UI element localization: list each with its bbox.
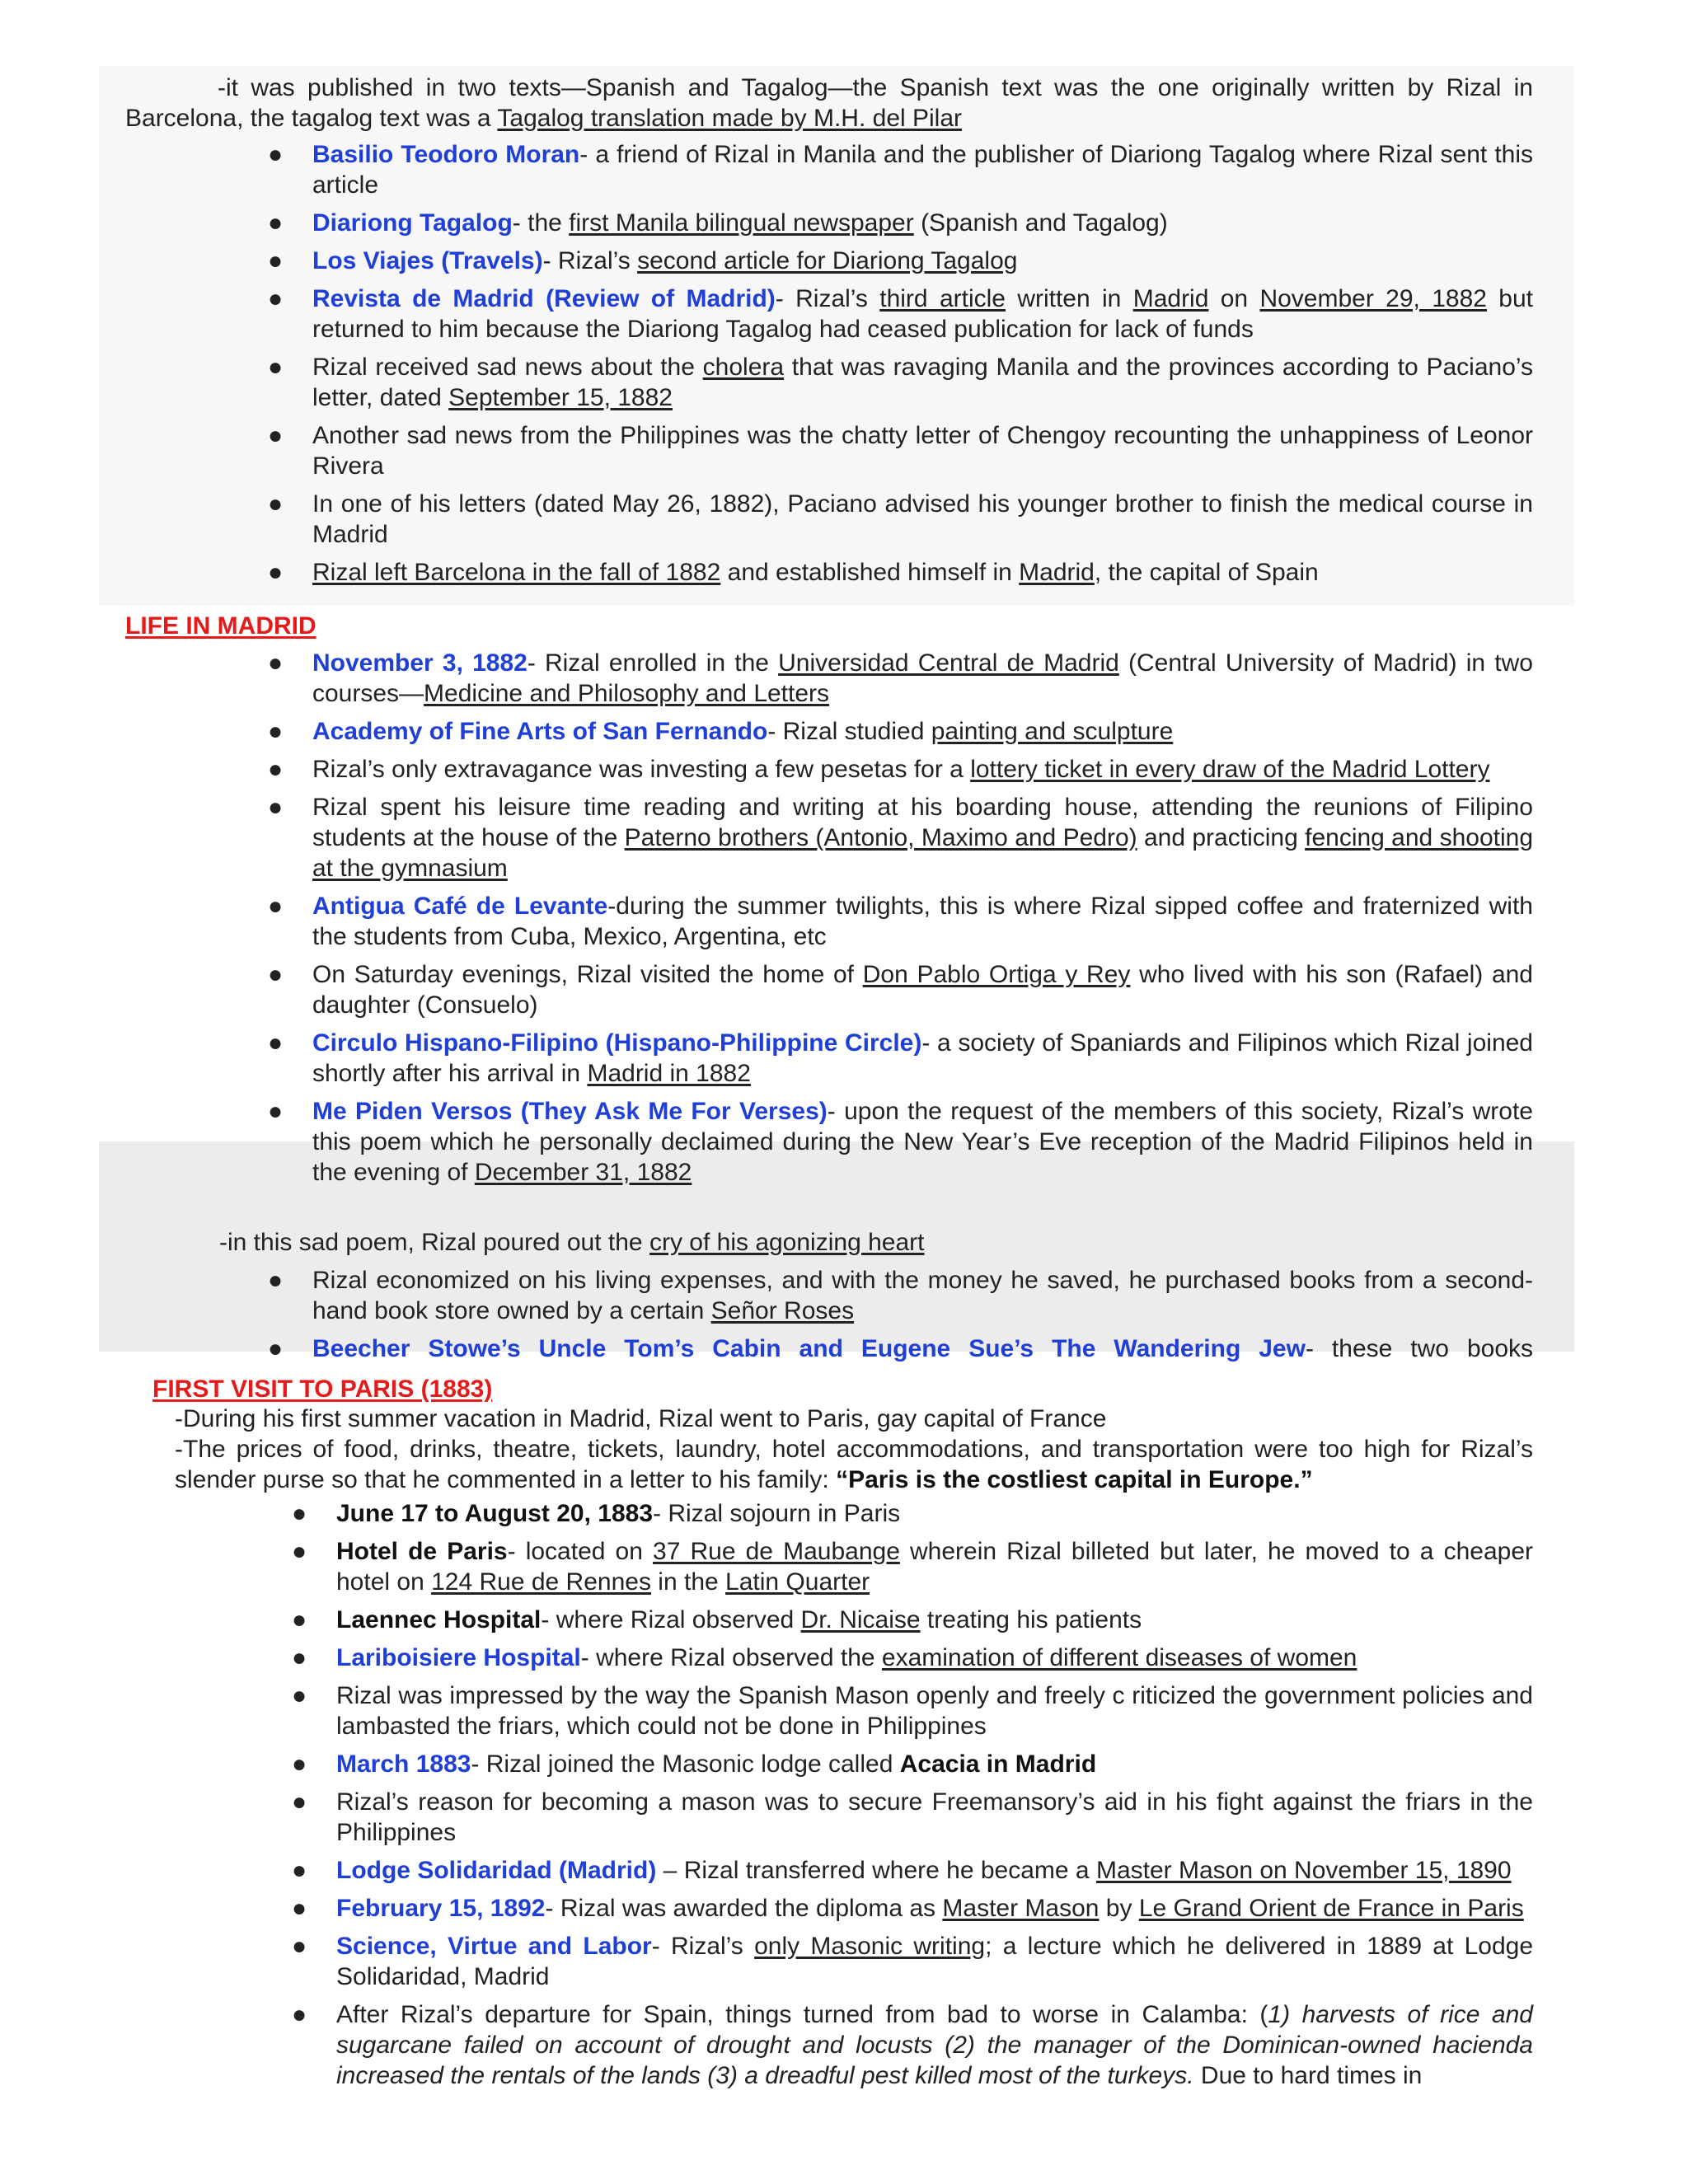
list-item [268, 716, 1533, 747]
intro-paragraph [125, 73, 1533, 134]
item-text: - upon the request of the members of this society, Rizal’s wrote this poem which he personally declaimed during the New Year’s Eve reception of the Madrid Filipinos held in the evening of [312, 1098, 1533, 1186]
list-item [292, 1536, 1533, 1597]
bullet-icon: ● [292, 1538, 307, 1565]
list-item [268, 1028, 1533, 1089]
item-text: - Rizal’s [542, 247, 638, 274]
underlined-text: Paterno brothers (Antonio, Maximo and Pedro) [624, 824, 1137, 851]
list-item [292, 1680, 1533, 1741]
item-text: In one of his letters (dated May 26, 1882), Paciano advised his younger brother to finish the medical course in Madrid [312, 490, 1533, 548]
item-text: Due to hard times in [1193, 2062, 1423, 2089]
list-item [268, 139, 1534, 200]
section-heading-madrid: LIFE IN MADRID [125, 612, 316, 640]
bullet-icon: ● [268, 961, 284, 988]
bullet-icon: ● [268, 893, 284, 920]
item-text: - Rizal joined the Masonic lodge called [471, 1750, 900, 1778]
underlined-text: Don Pablo Ortiga y Rey [862, 961, 1131, 988]
list-item [268, 1333, 1534, 1364]
term-text: June 17 to August 20, 1883 [336, 1500, 654, 1527]
item-text: who lived with his son (Rafael) and daughter (Consuelo) [312, 961, 1533, 1019]
underlined-text: Madrid [1019, 559, 1095, 586]
bullet-icon: ● [268, 1267, 284, 1294]
term-text: March 1883 [336, 1750, 471, 1778]
item-text: - a friend of Rizal in Manila and the publisher of Diariong Tagalog where Rizal sent this article [312, 141, 1534, 199]
underlined-text: Señor Roses [710, 1297, 855, 1324]
list-item [268, 557, 1533, 588]
bullet-icon: ● [292, 1857, 307, 1884]
list-item [292, 1931, 1534, 1992]
term-text: Lodge Solidaridad (Madrid) [336, 1857, 657, 1884]
item-text: that was ravaging Manila and the provinces according to Paciano’s letter, dated [312, 354, 1534, 411]
item-text: - a society of Spaniards and Filipinos which Rizal joined shortly after his arrival in [312, 1029, 1533, 1087]
term-text: Hotel de Paris [336, 1538, 508, 1565]
bullet-icon: ● [268, 247, 284, 274]
intro-section [125, 73, 1533, 134]
item-text: Rizal spent his leisure time reading and writing at his boarding house, attending the reunions of Filipino students at the house of the [312, 794, 1533, 851]
term-text: Me Piden Versos (They Ask Me For Verses) [312, 1098, 828, 1125]
item-text: - Rizal’s [651, 1933, 755, 1960]
bullet-icon: ● [268, 354, 284, 381]
bullet-icon: ● [268, 1029, 284, 1057]
list-item [292, 1605, 1533, 1635]
bullet-icon: ● [292, 1788, 307, 1816]
item-text: - Rizal’s [775, 285, 880, 312]
term-text: Lariboisiere Hospital [336, 1644, 581, 1671]
sad-poem-line [219, 1227, 1533, 1258]
item-text: in the [650, 1568, 726, 1596]
bullet-icon: ● [268, 794, 284, 821]
list-item [268, 208, 1533, 238]
item-text: Rizal’s only extravagance was investing a few pesetas for a [312, 756, 971, 783]
italic-text: 1) harvests of rice and sugarcane failed on account of drought and locusts (2) the manager of the Dominican-owned hacienda increased the rentals of the lands (3) a dreadful pest killed most of the turkeys. [336, 2001, 1533, 2089]
underlined-text: December 31, 1882 [474, 1159, 692, 1186]
list-item [268, 648, 1533, 709]
bullet-icon: ● [292, 2001, 307, 2028]
bullet-icon: ● [268, 756, 284, 783]
underlined-text: Master Mason on November 15, 1890 [1095, 1857, 1512, 1884]
underlined-text: cholera [702, 354, 785, 381]
quote-text: “Paris is the costliest capital in Europe.” [836, 1466, 1313, 1493]
underlined-text: September 15, 1882 [448, 384, 673, 411]
underlined-text: 37 Rue de Maubange [653, 1538, 900, 1565]
item-text: - these two books [1305, 1335, 1534, 1362]
bullet-icon: ● [292, 1933, 307, 1960]
item-text: Rizal received sad news about the [312, 354, 703, 381]
bullet-icon: ● [268, 649, 284, 677]
list-item [292, 1643, 1533, 1673]
term-text: Beecher Stowe’s Uncle Tom’s Cabin and Eugene Sue’s The Wandering Jew [312, 1335, 1306, 1362]
underlined-text: Rizal left Barcelona in the fall of 1882 [312, 559, 721, 586]
bullet-icon: ● [292, 1895, 307, 1922]
underlined-text: lottery ticket in every draw of the Madrid Lottery [970, 756, 1490, 783]
list-item [292, 1498, 1533, 1529]
intro-underlined-text: Tagalog translation made by M.H. del Pilar [497, 105, 963, 132]
list-item [292, 1999, 1533, 2091]
underlined-text: Madrid [1132, 285, 1209, 312]
bullet-icon: ● [268, 141, 284, 168]
term-text: November 3, 1882 [312, 649, 528, 677]
term-text: Academy of Fine Arts of San Fernando [312, 718, 768, 745]
section-heading-paris: FIRST VISIT TO PARIS (1883) [152, 1376, 493, 1403]
underlined-text: fencing and shooting at the gymnasium [312, 824, 1533, 882]
underlined-text: first Manila bilingual newspaper [569, 209, 914, 237]
list-item [268, 891, 1533, 952]
item-text: - the [512, 209, 570, 237]
list-item [268, 420, 1533, 481]
bullet-icon: ● [268, 718, 284, 745]
bullet-icon: ● [268, 1335, 284, 1362]
item-text: wherein Rizal billeted but later, he moved to a cheaper hotel on [336, 1538, 1533, 1596]
underlined-text: third article [879, 285, 1006, 312]
bullet-list-4 [292, 1498, 1534, 2098]
bullet-icon: ● [292, 1606, 307, 1633]
bullet-list-3 [268, 1265, 1534, 1371]
term-text: February 15, 1892 [336, 1895, 546, 1922]
underlined-text: Master Mason [942, 1895, 1100, 1922]
bullet-icon: ● [268, 422, 284, 449]
item-text: – Rizal transferred where he became a [656, 1857, 1096, 1884]
paris-intro-paragraph [175, 1434, 1533, 1495]
bullet-list-1 [268, 139, 1534, 595]
underlined-text: cry of his agonizing heart [649, 1229, 925, 1256]
underlined-text: only Masonic writing [754, 1933, 986, 1960]
list-item [268, 489, 1533, 550]
underlined-text: Universidad Central de Madrid [778, 649, 1119, 677]
item-text: Rizal’s reason for becoming a mason was to secure Freemansory’s aid in his fight against the friars in the Philippines [336, 1788, 1533, 1846]
intro-text: -it was published in two texts—Spanish and Tagalog—the Spanish text was the one originally written by Rizal in Barcelona, the tagalog text was a [125, 74, 1533, 132]
underlined-text: Madrid in 1882 [587, 1060, 751, 1087]
item-text: - located on [507, 1538, 654, 1565]
list-item [292, 1787, 1533, 1848]
underlined-text: Medicine and Philosophy and Letters [424, 680, 830, 707]
list-item [268, 352, 1534, 413]
bullet-icon: ● [292, 1500, 307, 1527]
term-text: Science, Virtue and Labor [336, 1933, 652, 1960]
list-item [268, 284, 1533, 344]
item-text: by [1099, 1895, 1139, 1922]
item-text: After Rizal’s departure for Spain, things turned from bad to worse in Calamba: ( [336, 2001, 1268, 2028]
bullet-icon: ● [292, 1682, 307, 1709]
item-text: and practicing [1137, 824, 1306, 851]
underlined-text: Dr. Nicaise [800, 1606, 921, 1633]
bullet-icon: ● [268, 1098, 284, 1125]
list-item [268, 1096, 1533, 1188]
item-text: On Saturday evenings, Rizal visited the home of [312, 961, 863, 988]
item-text: but returned to him because the Diariong Tagalog had ceased publication for lack of funds [312, 285, 1533, 343]
item-text: -in this sad poem, Rizal poured out the [219, 1229, 649, 1256]
list-item [292, 1749, 1533, 1779]
list-item [292, 1893, 1533, 1924]
item-text: Rizal was impressed by the way the Spanish Mason openly and freely c riticized the government policies and lambasted the friars, which could not be done in Philippines [336, 1682, 1533, 1740]
item-text: - Rizal sojourn in Paris [653, 1500, 901, 1527]
item-text: , the capital of Spain [1094, 559, 1319, 586]
bullet-icon: ● [268, 490, 284, 518]
item-text: - Rizal was awarded the diploma as [545, 1895, 943, 1922]
underlined-text: November 29, 1882 [1259, 285, 1487, 312]
item-text: - where Rizal observed [541, 1606, 801, 1633]
term-text: Revista de Madrid (Review of Madrid) [312, 285, 776, 312]
item-text: Another sad news from the Philippines was the chatty letter of Chengoy recounting the unhappiness of Leonor Rivera [312, 422, 1533, 480]
underlined-text: Latin Quarter [725, 1568, 870, 1596]
list-item [268, 246, 1533, 276]
bullet-icon: ● [292, 1750, 307, 1778]
list-item [268, 754, 1533, 785]
term-text: Basilio Teodoro Moran [312, 141, 580, 168]
item-text: -during the summer twilights, this is where Rizal sipped coffee and fraternized with the students from Cuba, Mexico, Argentina, etc [312, 893, 1533, 950]
list-item [292, 1855, 1533, 1886]
paris-intro-line: -During his first summer vacation in Madrid, Rizal went to Paris, gay capital of France [175, 1405, 1107, 1432]
item-text: and established himself in [720, 559, 1020, 586]
item-text: ; a lecture which he delivered in 1889 at Lodge Solidaridad, Madrid [336, 1933, 1534, 1990]
paris-intro [175, 1404, 1533, 1495]
list-item [268, 959, 1533, 1020]
item-text: (Central University of Madrid) in two courses— [312, 649, 1533, 707]
item-text: written in [1005, 285, 1133, 312]
item-text: - Rizal studied [767, 718, 931, 745]
term-text: Laennec Hospital [336, 1606, 542, 1633]
list-item [268, 792, 1533, 883]
term-text: Antigua Café de Levante [312, 893, 608, 920]
underlined-text: examination of different diseases of women [881, 1644, 1357, 1671]
item-text: on [1208, 285, 1260, 312]
underlined-text: Le Grand Orient de France in Paris [1138, 1895, 1524, 1922]
list-item [268, 1265, 1533, 1326]
bullet-list-2 [268, 648, 1533, 1188]
bullet-icon: ● [268, 209, 284, 237]
bullet-icon: ● [268, 559, 284, 586]
bullet-icon: ● [292, 1644, 307, 1671]
item-text: Rizal economized on his living expenses, and with the money he saved, he purchased books from a second-hand book store owned by a certain [312, 1267, 1533, 1324]
item-text: treating his patients [920, 1606, 1142, 1633]
item-text: (Spanish and Tagalog) [913, 209, 1168, 237]
item-text: - where Rizal observed the [580, 1644, 882, 1671]
item-text: -The prices of food, drinks, theatre, tickets, laundry, hotel accommodations, and transportation were too high for Rizal’s slender purse so that he commented in a letter to his family: [175, 1436, 1533, 1493]
underlined-text: painting and sculpture [931, 718, 1174, 745]
item-text: - Rizal enrolled in the [527, 649, 779, 677]
term-text: Los Viajes (Travels) [312, 247, 543, 274]
bold-text: Acacia in Madrid [899, 1750, 1097, 1778]
term-text: Circulo Hispano-Filipino (Hispano-Philippine Circle) [312, 1029, 922, 1057]
underlined-text: 124 Rue de Rennes [431, 1568, 651, 1596]
term-text: Diariong Tagalog [312, 209, 513, 237]
underlined-text: second article for Diariong Tagalog [637, 247, 1018, 274]
bullet-icon: ● [268, 285, 284, 312]
